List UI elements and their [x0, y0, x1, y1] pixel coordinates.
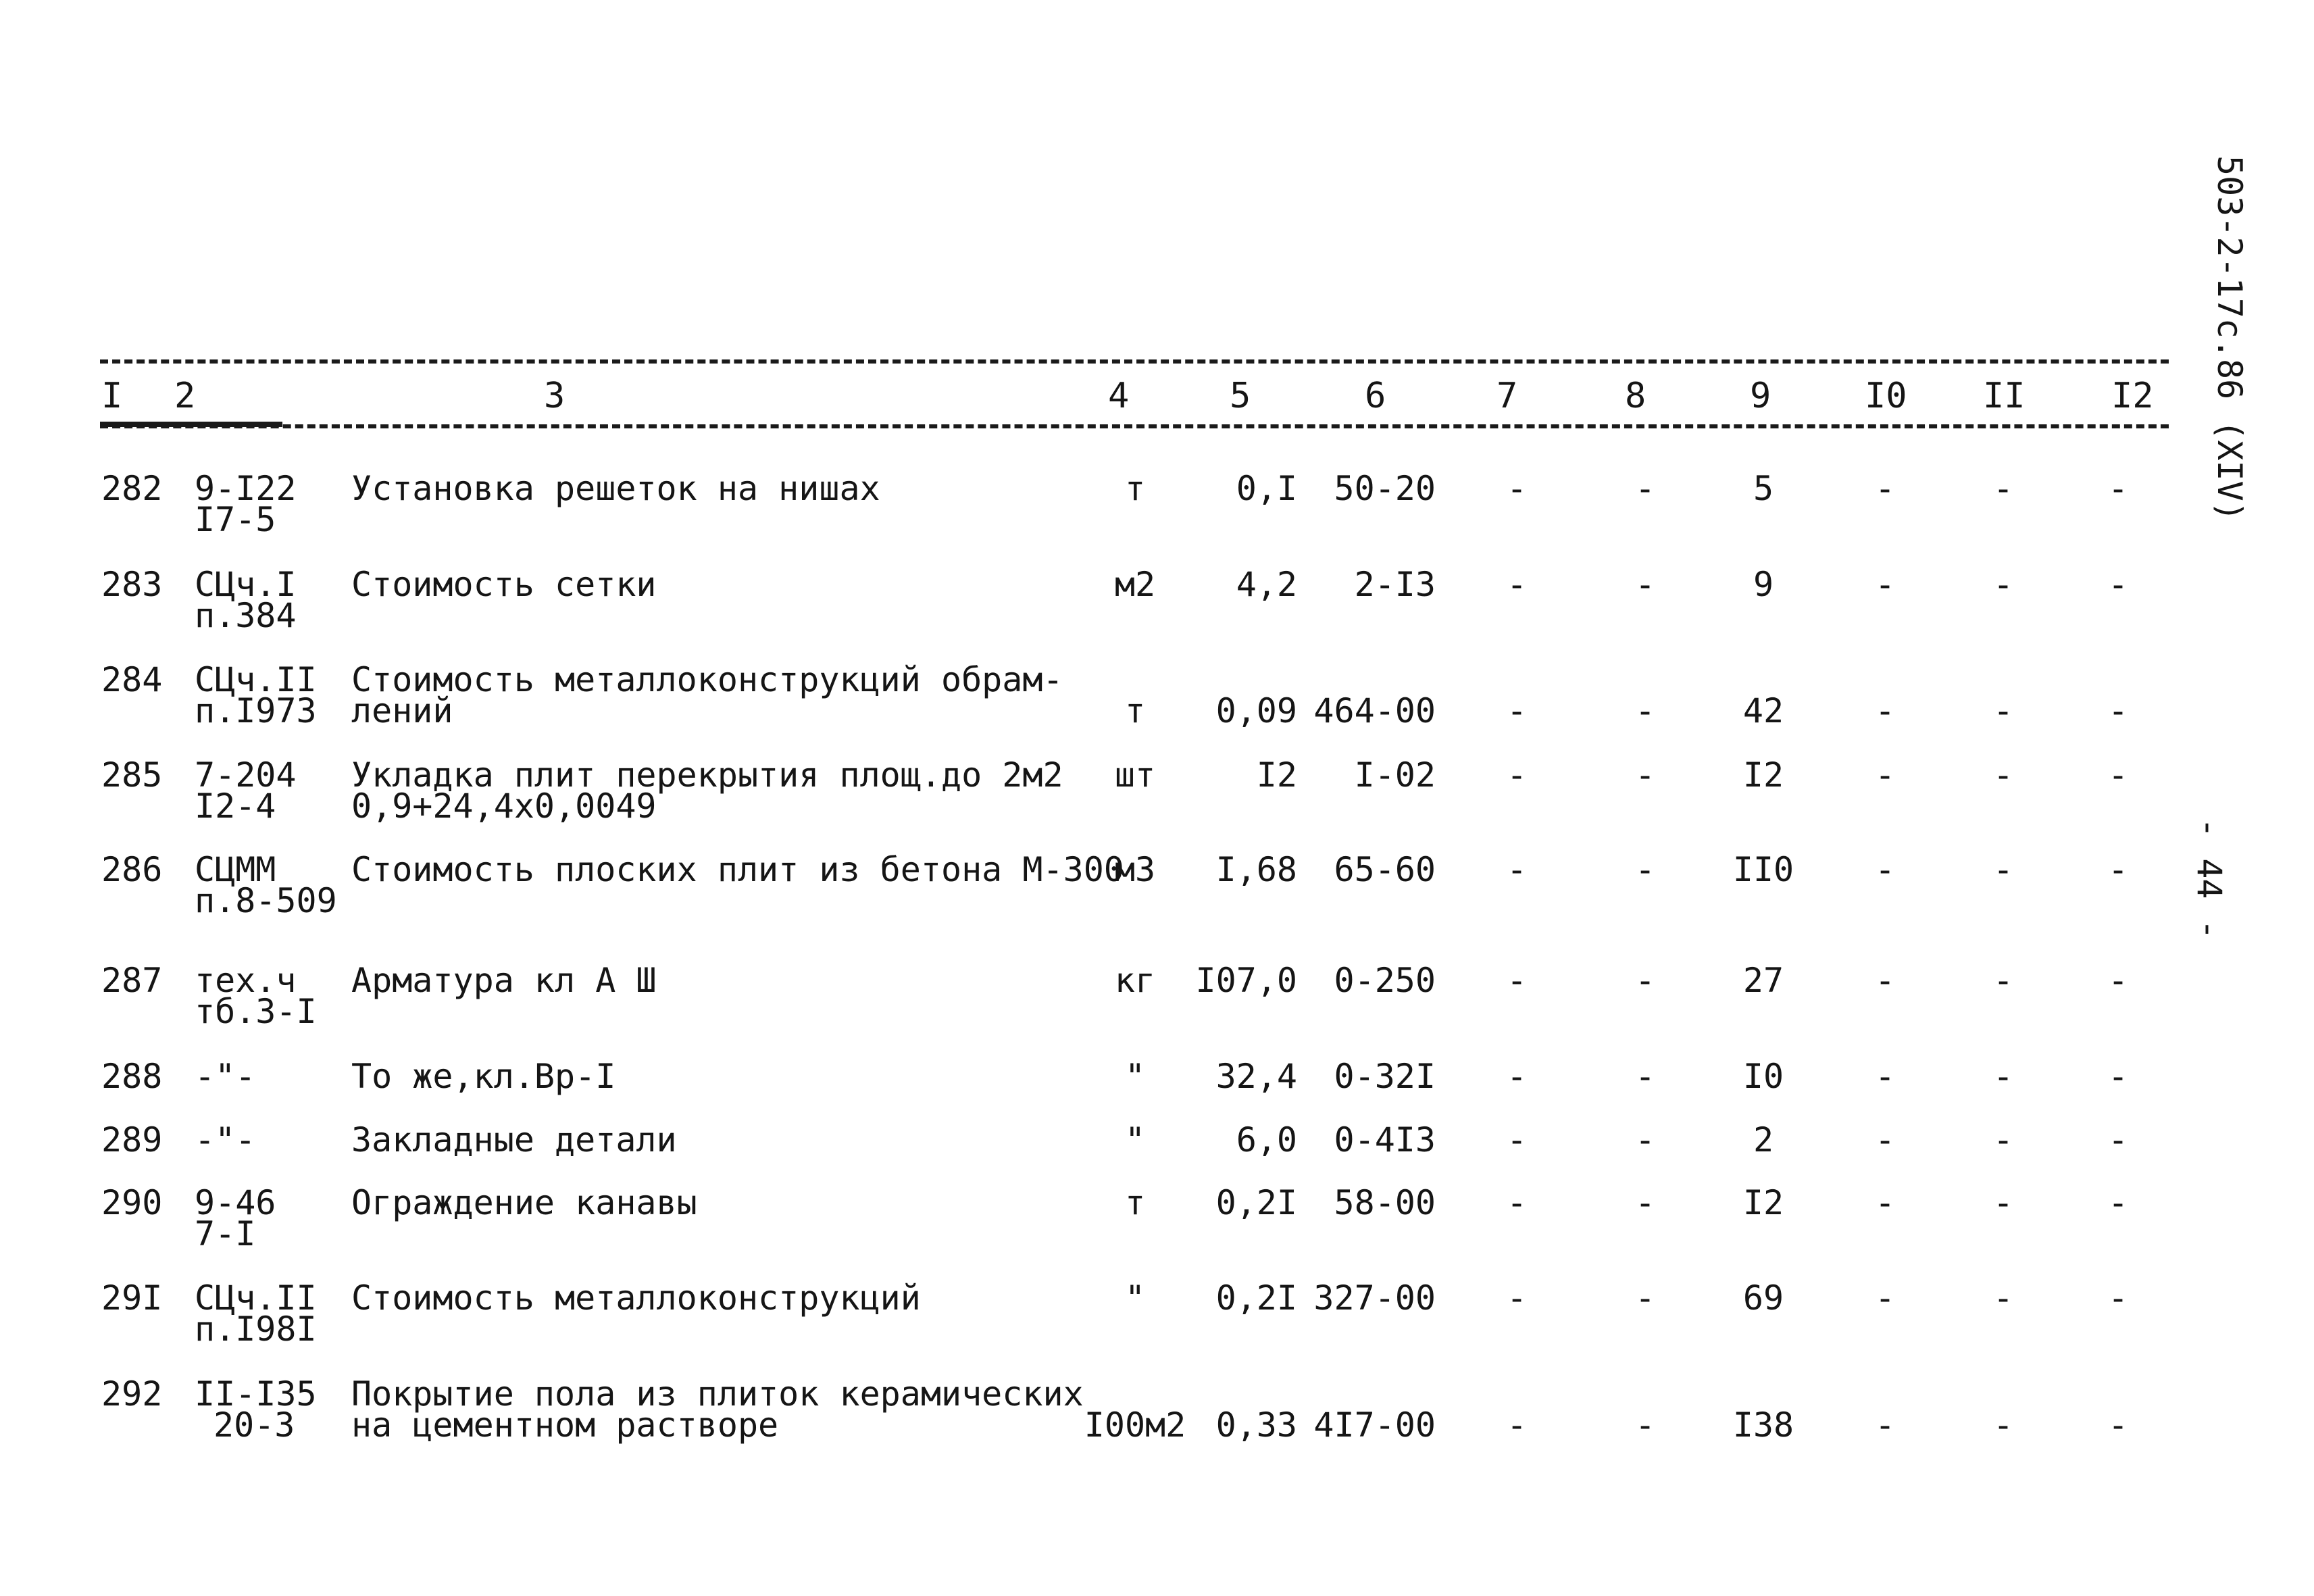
row-col-12: -: [2107, 691, 2129, 730]
row-col-8: -: [1634, 1183, 1656, 1222]
row-col-12: -: [2107, 755, 2129, 795]
row-col-10: -: [1874, 961, 1896, 1000]
column-header-8: 8: [1625, 376, 1646, 416]
row-price: 2-I3: [1354, 565, 1436, 604]
row-col-11: -: [1992, 565, 2014, 604]
row-unit: I00м2: [1084, 1405, 1186, 1445]
row-col-8: -: [1634, 1057, 1656, 1096]
row-description-line: Арматура кл А Ш: [351, 961, 657, 1000]
row-code-line: п.I973: [195, 691, 317, 730]
row-price: 50-20: [1334, 469, 1436, 508]
header-underline: [100, 422, 282, 427]
column-header-10: I0: [1865, 376, 1907, 416]
row-code-line: СЦММ: [195, 850, 276, 889]
row-col-9: I2: [1742, 755, 1784, 795]
row-unit: шт: [1114, 755, 1156, 795]
row-col-12: -: [2107, 469, 2129, 508]
row-col-11: -: [1992, 691, 2014, 730]
row-col-9: 2: [1753, 1120, 1774, 1159]
column-header-2: 2: [174, 376, 196, 416]
row-col-11: -: [1992, 1405, 2014, 1445]
row-description-line: Стоимость плоских плит из бетона М-300: [351, 850, 1124, 889]
row-col-10: -: [1874, 1120, 1896, 1159]
row-col-9: 9: [1753, 565, 1774, 604]
row-col-11: -: [1992, 1183, 2014, 1222]
document-code: 503-2-17с.86 (XIV): [2210, 155, 2249, 522]
column-header-5: 5: [1230, 376, 1251, 416]
row-price: 58-00: [1334, 1183, 1436, 1222]
row-col-10: -: [1874, 1183, 1896, 1222]
row-col-8: -: [1634, 469, 1656, 508]
row-quantity: 0,33: [1215, 1405, 1297, 1445]
column-header-6: 6: [1365, 376, 1386, 416]
header-top-rule: [100, 359, 2169, 364]
row-col-7: -: [1506, 469, 1528, 508]
row-col-8: -: [1634, 850, 1656, 889]
row-number: 283: [101, 565, 163, 604]
row-code-line: I7-5: [195, 500, 276, 539]
column-header-7: 7: [1496, 376, 1518, 416]
row-col-9: 5: [1753, 469, 1774, 508]
row-number: 282: [101, 469, 163, 508]
row-col-12: -: [2107, 850, 2129, 889]
row-col-7: -: [1506, 961, 1528, 1000]
row-col-10: -: [1874, 850, 1896, 889]
row-col-12: -: [2107, 961, 2129, 1000]
row-col-9: 69: [1742, 1278, 1784, 1318]
row-col-8: -: [1634, 1278, 1656, 1318]
row-code-line: п.384: [195, 596, 297, 635]
row-unit: м3: [1114, 850, 1156, 889]
row-col-11: -: [1992, 961, 2014, 1000]
row-col-9: I38: [1732, 1405, 1794, 1445]
row-price: I-02: [1354, 755, 1436, 795]
row-col-12: -: [2107, 1405, 2129, 1445]
row-number: 290: [101, 1183, 163, 1222]
row-unit: кг: [1114, 961, 1156, 1000]
row-col-7: -: [1506, 1057, 1528, 1096]
row-col-9: I2: [1742, 1183, 1784, 1222]
row-col-7: -: [1506, 1183, 1528, 1222]
row-col-12: -: [2107, 1120, 2129, 1159]
row-code-line: 20-3: [213, 1405, 295, 1445]
row-unit: т: [1124, 1183, 1146, 1222]
row-col-8: -: [1634, 691, 1656, 730]
row-col-7: -: [1506, 1120, 1528, 1159]
row-code-line: 9-I22: [195, 469, 297, 508]
row-code-line: тех.ч: [195, 961, 297, 1000]
row-price: 327-00: [1313, 1278, 1436, 1318]
row-col-9: II0: [1732, 850, 1794, 889]
header-bottom-rule: [100, 424, 2169, 428]
row-col-7: -: [1506, 565, 1528, 604]
row-code-line: 9-46: [195, 1183, 276, 1222]
row-col-8: -: [1634, 961, 1656, 1000]
row-col-8: -: [1634, 755, 1656, 795]
row-number: 29I: [101, 1278, 163, 1318]
row-col-10: -: [1874, 1278, 1896, 1318]
row-col-12: -: [2107, 1183, 2129, 1222]
row-col-8: -: [1634, 1120, 1656, 1159]
row-unit: ": [1124, 1278, 1146, 1318]
row-code-line: 7-I: [195, 1214, 256, 1253]
row-col-11: -: [1992, 1120, 2014, 1159]
row-unit: т: [1124, 469, 1146, 508]
row-col-10: -: [1874, 1405, 1896, 1445]
row-description-line: Установка решеток на нишах: [351, 469, 880, 508]
row-code-line: -"-: [195, 1057, 256, 1096]
row-description-line: Покрытие пола из плиток керамических: [351, 1374, 1084, 1414]
column-header-4: 4: [1108, 376, 1130, 416]
row-price: 4I7-00: [1313, 1405, 1436, 1445]
row-number: 286: [101, 850, 163, 889]
row-quantity: 4,2: [1236, 565, 1297, 604]
row-description-line: Закладные детали: [351, 1120, 677, 1159]
row-description-line: Стоимость металлоконструкций: [351, 1278, 921, 1318]
row-col-10: -: [1874, 691, 1896, 730]
row-col-11: -: [1992, 469, 2014, 508]
row-description-line: 0,9+24,4x0,0049: [351, 787, 657, 826]
row-description-line: Стоимость металлоконструкций обрам-: [351, 660, 1063, 699]
row-price: 464-00: [1313, 691, 1436, 730]
row-col-11: -: [1992, 850, 2014, 889]
row-code-line: -"-: [195, 1120, 256, 1159]
row-quantity: 0,09: [1215, 691, 1297, 730]
row-description-line: То же,кл.Вр-I: [351, 1057, 616, 1096]
row-col-9: I0: [1742, 1057, 1784, 1096]
row-code-line: СЦч.I: [195, 565, 297, 604]
row-code-line: СЦч.II: [195, 660, 317, 699]
page-number: - 44 -: [2190, 818, 2229, 940]
row-col-11: -: [1992, 755, 2014, 795]
column-header-3: 3: [544, 376, 565, 416]
row-description-line: на цементном растворе: [351, 1405, 779, 1445]
row-quantity: I,68: [1215, 850, 1297, 889]
row-unit: ": [1124, 1057, 1146, 1096]
row-col-7: -: [1506, 755, 1528, 795]
row-quantity: 0,2I: [1215, 1278, 1297, 1318]
row-number: 285: [101, 755, 163, 795]
row-description-line: Стоимость сетки: [351, 565, 657, 604]
row-code-line: п.8-509: [195, 881, 337, 920]
row-unit: ": [1124, 1120, 1146, 1159]
row-number: 287: [101, 961, 163, 1000]
row-col-10: -: [1874, 755, 1896, 795]
row-col-7: -: [1506, 1405, 1528, 1445]
row-price: 0-250: [1334, 961, 1436, 1000]
row-col-10: -: [1874, 1057, 1896, 1096]
row-col-12: -: [2107, 1057, 2129, 1096]
row-col-10: -: [1874, 469, 1896, 508]
row-col-8: -: [1634, 1405, 1656, 1445]
row-col-7: -: [1506, 691, 1528, 730]
column-header-11: II: [1983, 376, 2026, 416]
row-price: 0-4I3: [1334, 1120, 1436, 1159]
row-code-line: I2-4: [195, 787, 276, 826]
column-header-1: I: [101, 376, 123, 416]
row-quantity: 6,0: [1236, 1120, 1297, 1159]
row-code-line: тб.3-I: [195, 992, 317, 1031]
row-number: 292: [101, 1374, 163, 1414]
row-col-11: -: [1992, 1057, 2014, 1096]
row-quantity: 0,2I: [1215, 1183, 1297, 1222]
row-col-11: -: [1992, 1278, 2014, 1318]
row-quantity: 32,4: [1215, 1057, 1297, 1096]
row-unit: т: [1124, 691, 1146, 730]
row-number: 289: [101, 1120, 163, 1159]
row-number: 288: [101, 1057, 163, 1096]
row-col-12: -: [2107, 1278, 2129, 1318]
row-description-line: Укладка плит перекрытия площ.до 2м2: [351, 755, 1063, 795]
row-quantity: I2: [1256, 755, 1297, 795]
row-code-line: СЦч.II: [195, 1278, 317, 1318]
row-price: 0-32I: [1334, 1057, 1436, 1096]
row-number: 284: [101, 660, 163, 699]
row-quantity: 0,I: [1236, 469, 1297, 508]
row-col-10: -: [1874, 565, 1896, 604]
row-col-7: -: [1506, 1278, 1528, 1318]
row-code-line: 7-204: [195, 755, 297, 795]
row-code-line: п.I98I: [195, 1310, 317, 1349]
row-col-7: -: [1506, 850, 1528, 889]
row-col-9: 27: [1742, 961, 1784, 1000]
row-col-8: -: [1634, 565, 1656, 604]
row-col-12: -: [2107, 565, 2129, 604]
column-header-9: 9: [1750, 376, 1771, 416]
row-col-9: 42: [1742, 691, 1784, 730]
row-description-line: лений: [351, 691, 453, 730]
row-quantity: I07,0: [1195, 961, 1297, 1000]
row-code-line: II-I35: [195, 1374, 317, 1414]
row-description-line: Ограждение канавы: [351, 1183, 697, 1222]
column-header-12: I2: [2111, 376, 2154, 416]
row-price: 65-60: [1334, 850, 1436, 889]
row-unit: м2: [1114, 565, 1156, 604]
